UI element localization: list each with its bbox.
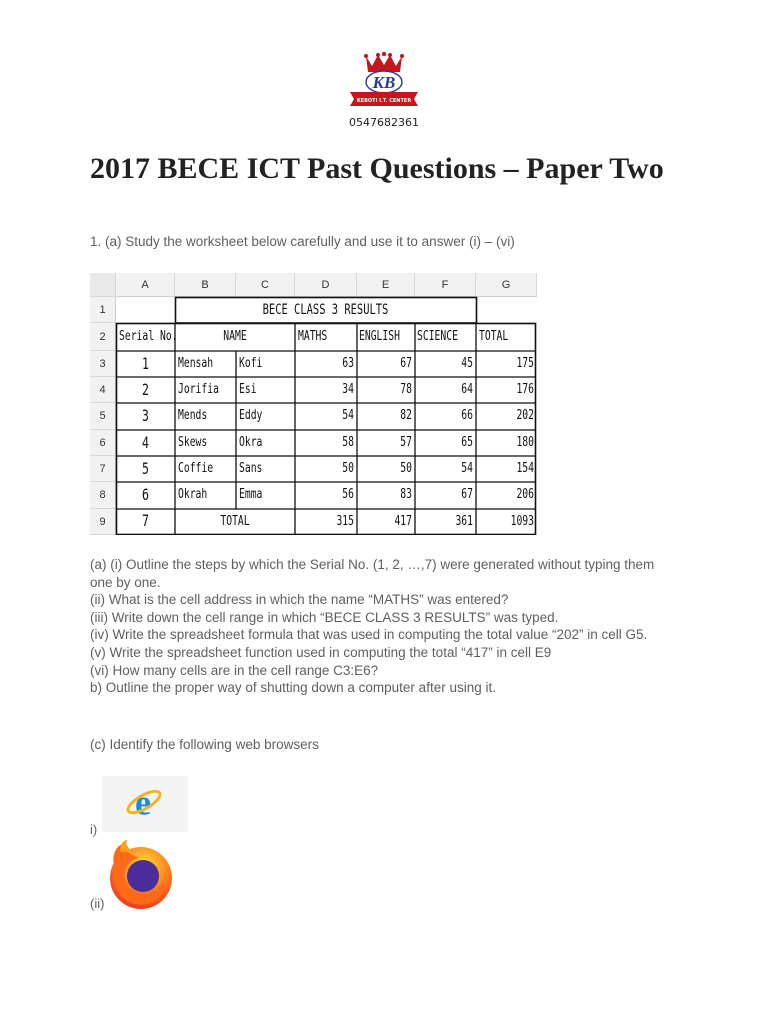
row-header-3: 3 xyxy=(90,351,116,377)
row-header-2: 2 xyxy=(90,323,116,351)
column-header-c: C xyxy=(236,273,295,297)
worksheet-image xyxy=(90,273,537,535)
english-cell: 83 xyxy=(400,486,412,502)
serial-cell: 2 xyxy=(142,380,149,399)
header-maths: MATHS xyxy=(298,328,328,344)
surname-cell: Mends xyxy=(178,407,208,423)
row-header-4: 4 xyxy=(90,377,116,403)
header-science: SCIENCE xyxy=(417,328,458,344)
row-header-1: 1 xyxy=(90,297,116,323)
firefox-icon xyxy=(105,838,177,912)
total-cell: 206 xyxy=(516,486,534,502)
row-header-9: 9 xyxy=(90,509,116,535)
internet-explorer-icon xyxy=(125,783,163,821)
maths-cell: 63 xyxy=(342,355,354,371)
serial-cell: 3 xyxy=(142,406,149,425)
header-serial-no: Serial No. xyxy=(119,328,178,344)
row-header-8: 8 xyxy=(90,482,116,509)
sheet-title-cell: BECE CLASS 3 RESULTS xyxy=(262,302,389,318)
serial-cell: 5 xyxy=(142,459,149,478)
column-header-f: F xyxy=(415,273,476,297)
column-header-e: E xyxy=(357,273,415,297)
header-english: ENGLISH xyxy=(359,328,400,344)
phone-number: 0547682361 xyxy=(349,116,419,129)
column-header-a: A xyxy=(116,273,175,297)
grand-total-cell: 1093 xyxy=(510,513,534,529)
question-iii: (iii) Write down the cell range in which “BECE CLASS 3 RESULTS” was typed. xyxy=(90,609,559,625)
science-cell: 45 xyxy=(461,355,473,371)
row-header-6: 6 xyxy=(90,430,116,456)
surname-cell: Mensah xyxy=(178,355,214,371)
question-vi: (vi) How many cells are in the cell range C3:E6? xyxy=(90,662,379,678)
header-total: TOTAL xyxy=(479,328,509,344)
firstname-cell: Esi xyxy=(239,381,257,397)
keboti-logo xyxy=(348,52,420,110)
maths-cell: 54 xyxy=(342,407,354,423)
total-cell: 202 xyxy=(516,407,534,423)
surname-cell: Coffie xyxy=(178,460,214,476)
total-cell: 175 xyxy=(516,355,534,371)
serial-cell: 1 xyxy=(142,354,149,373)
question-iv: (iv) Write the spreadsheet formula that was used in computing the total value “202” in cell G5. xyxy=(90,627,648,643)
total-label-cell: TOTAL xyxy=(220,513,250,529)
serial-cell: 4 xyxy=(142,433,149,452)
question-b: b) Outline the proper way of shutting down a computer after using it. xyxy=(90,680,496,696)
question-v: (v) Write the spreadsheet function used in computing the total “417” in cell E9 xyxy=(90,644,552,660)
science-cell: 66 xyxy=(461,407,473,423)
science-cell: 65 xyxy=(461,434,473,450)
browser-label-ii: (ii) xyxy=(90,896,105,911)
question-c: (c) Identify the following web browsers xyxy=(90,737,319,752)
science-cell: 64 xyxy=(461,381,473,397)
science-cell: 67 xyxy=(461,486,473,502)
page-title: 2017 BECE ICT Past Questions – Paper Two xyxy=(90,152,664,185)
serial-cell-total-row: 7 xyxy=(142,511,149,530)
question-a-i: (a) (i) Outline the steps by which the Serial No. (1, 2, …,7) were generated without typing them one by one. xyxy=(90,557,655,590)
svg-text:KB: KB xyxy=(372,73,396,92)
english-cell: 67 xyxy=(400,355,412,371)
english-cell: 50 xyxy=(400,460,412,476)
maths-cell: 56 xyxy=(342,486,354,502)
row-header-5: 5 xyxy=(90,403,116,430)
total-cell: 154 xyxy=(516,460,534,476)
column-header-g: G xyxy=(476,273,537,297)
surname-cell: Okrah xyxy=(178,486,208,502)
firstname-cell: Emma xyxy=(239,486,263,502)
english-total-cell: 417 xyxy=(394,513,412,529)
svg-text:KEBOTI I.T. CENTER: KEBOTI I.T. CENTER xyxy=(356,98,412,104)
english-cell: 57 xyxy=(400,434,412,450)
svg-text:e: e xyxy=(135,783,152,821)
browser-label-i: i) xyxy=(90,822,98,837)
total-cell: 180 xyxy=(516,434,534,450)
firstname-cell: Okra xyxy=(239,434,263,450)
maths-total-cell: 315 xyxy=(336,513,354,529)
maths-cell: 50 xyxy=(342,460,354,476)
firstname-cell: Kofi xyxy=(239,355,263,371)
serial-cell: 6 xyxy=(142,485,149,504)
surname-cell: Jorifia xyxy=(178,381,219,397)
firstname-cell: Eddy xyxy=(239,407,263,423)
total-cell: 176 xyxy=(516,381,534,397)
science-total-cell: 361 xyxy=(455,513,473,529)
maths-cell: 58 xyxy=(342,434,354,450)
maths-cell: 34 xyxy=(342,381,354,397)
science-cell: 54 xyxy=(461,460,473,476)
surname-cell: Skews xyxy=(178,434,208,450)
row-header-7: 7 xyxy=(90,456,116,482)
column-header-b: B xyxy=(175,273,236,297)
question-ii: (ii) What is the cell address in which the name “MATHS” was entered? xyxy=(90,592,509,608)
header-name: NAME xyxy=(223,328,247,344)
english-cell: 82 xyxy=(400,407,412,423)
column-header-d: D xyxy=(295,273,357,297)
question-list xyxy=(90,556,680,697)
english-cell: 78 xyxy=(400,381,412,397)
firstname-cell: Sans xyxy=(239,460,263,476)
question-intro: 1. (a) Study the worksheet below carefully and use it to answer (i) – (vi) xyxy=(90,234,515,249)
